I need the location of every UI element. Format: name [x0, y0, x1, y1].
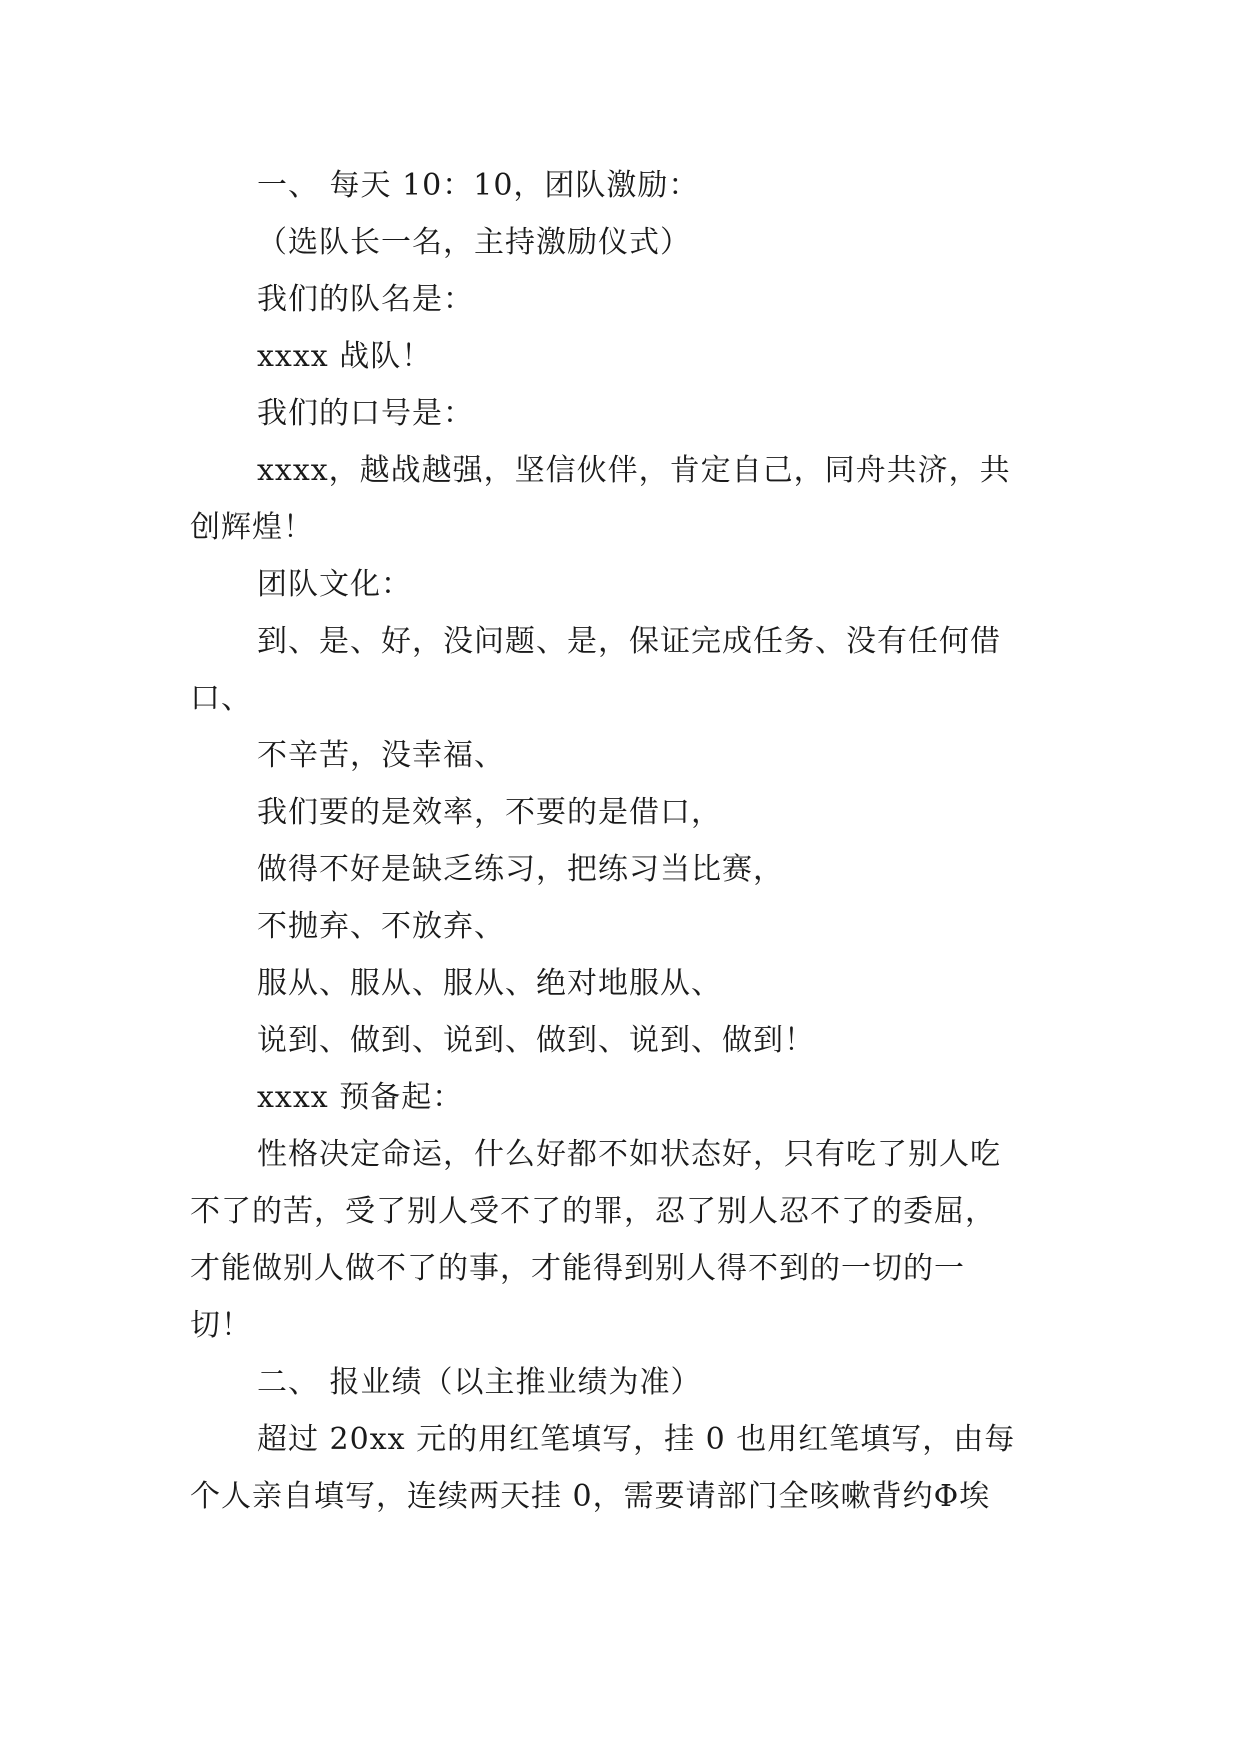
section-heading-2: 二、 报业绩（以主推业绩为准） [257, 1365, 702, 1400]
text-line: 不抛弃、不放弃、 [257, 909, 505, 944]
text-line: 创辉煌！ [190, 510, 314, 545]
text-line: 口、 [190, 681, 252, 716]
section-heading-1: 一、 每天 10：10，团队激励： [257, 168, 700, 203]
text-line: 个人亲自填写，连续两天挂 0，需要请部门全咳嗽背约Φ埃 [190, 1479, 991, 1514]
text-line: xxxx 战队！ [257, 339, 433, 374]
text-line: 我们的口号是： [257, 396, 474, 431]
text-line: xxxx，越战越强，坚信伙伴，肯定自己，同舟共济，共 [257, 453, 1011, 488]
text-line: xxxx 预备起： [257, 1080, 464, 1115]
text-line: 才能做别人做不了的事，才能得到别人得不到的一切的一 [190, 1251, 965, 1286]
text-line: 切！ [190, 1308, 252, 1343]
text-line: 到、是、好，没问题、是，保证完成任务、没有任何借 [257, 624, 1001, 659]
text-line: 不辛苦，没幸福、 [257, 738, 505, 773]
text-line: 说到、做到、说到、做到、说到、做到！ [257, 1023, 815, 1058]
text-line: 超过 20xx 元的用红笔填写，挂 0 也用红笔填写，由每 [257, 1422, 1016, 1457]
text-line: 不了的苦，受了别人受不了的罪，忍了别人忍不了的委屈， [190, 1194, 996, 1229]
text-line: 性格决定命运，什么好都不如状态好，只有吃了别人吃 [257, 1137, 1001, 1172]
text-line: 我们的队名是： [257, 282, 474, 317]
text-line: 团队文化： [257, 567, 412, 602]
text-line: 服从、服从、服从、绝对地服从、 [257, 966, 722, 1001]
text-line: （选队长一名，主持激励仪式） [257, 225, 691, 260]
text-line: 我们要的是效率，不要的是借口， [257, 795, 722, 830]
text-line: 做得不好是缺乏练习，把练习当比赛， [257, 852, 784, 887]
